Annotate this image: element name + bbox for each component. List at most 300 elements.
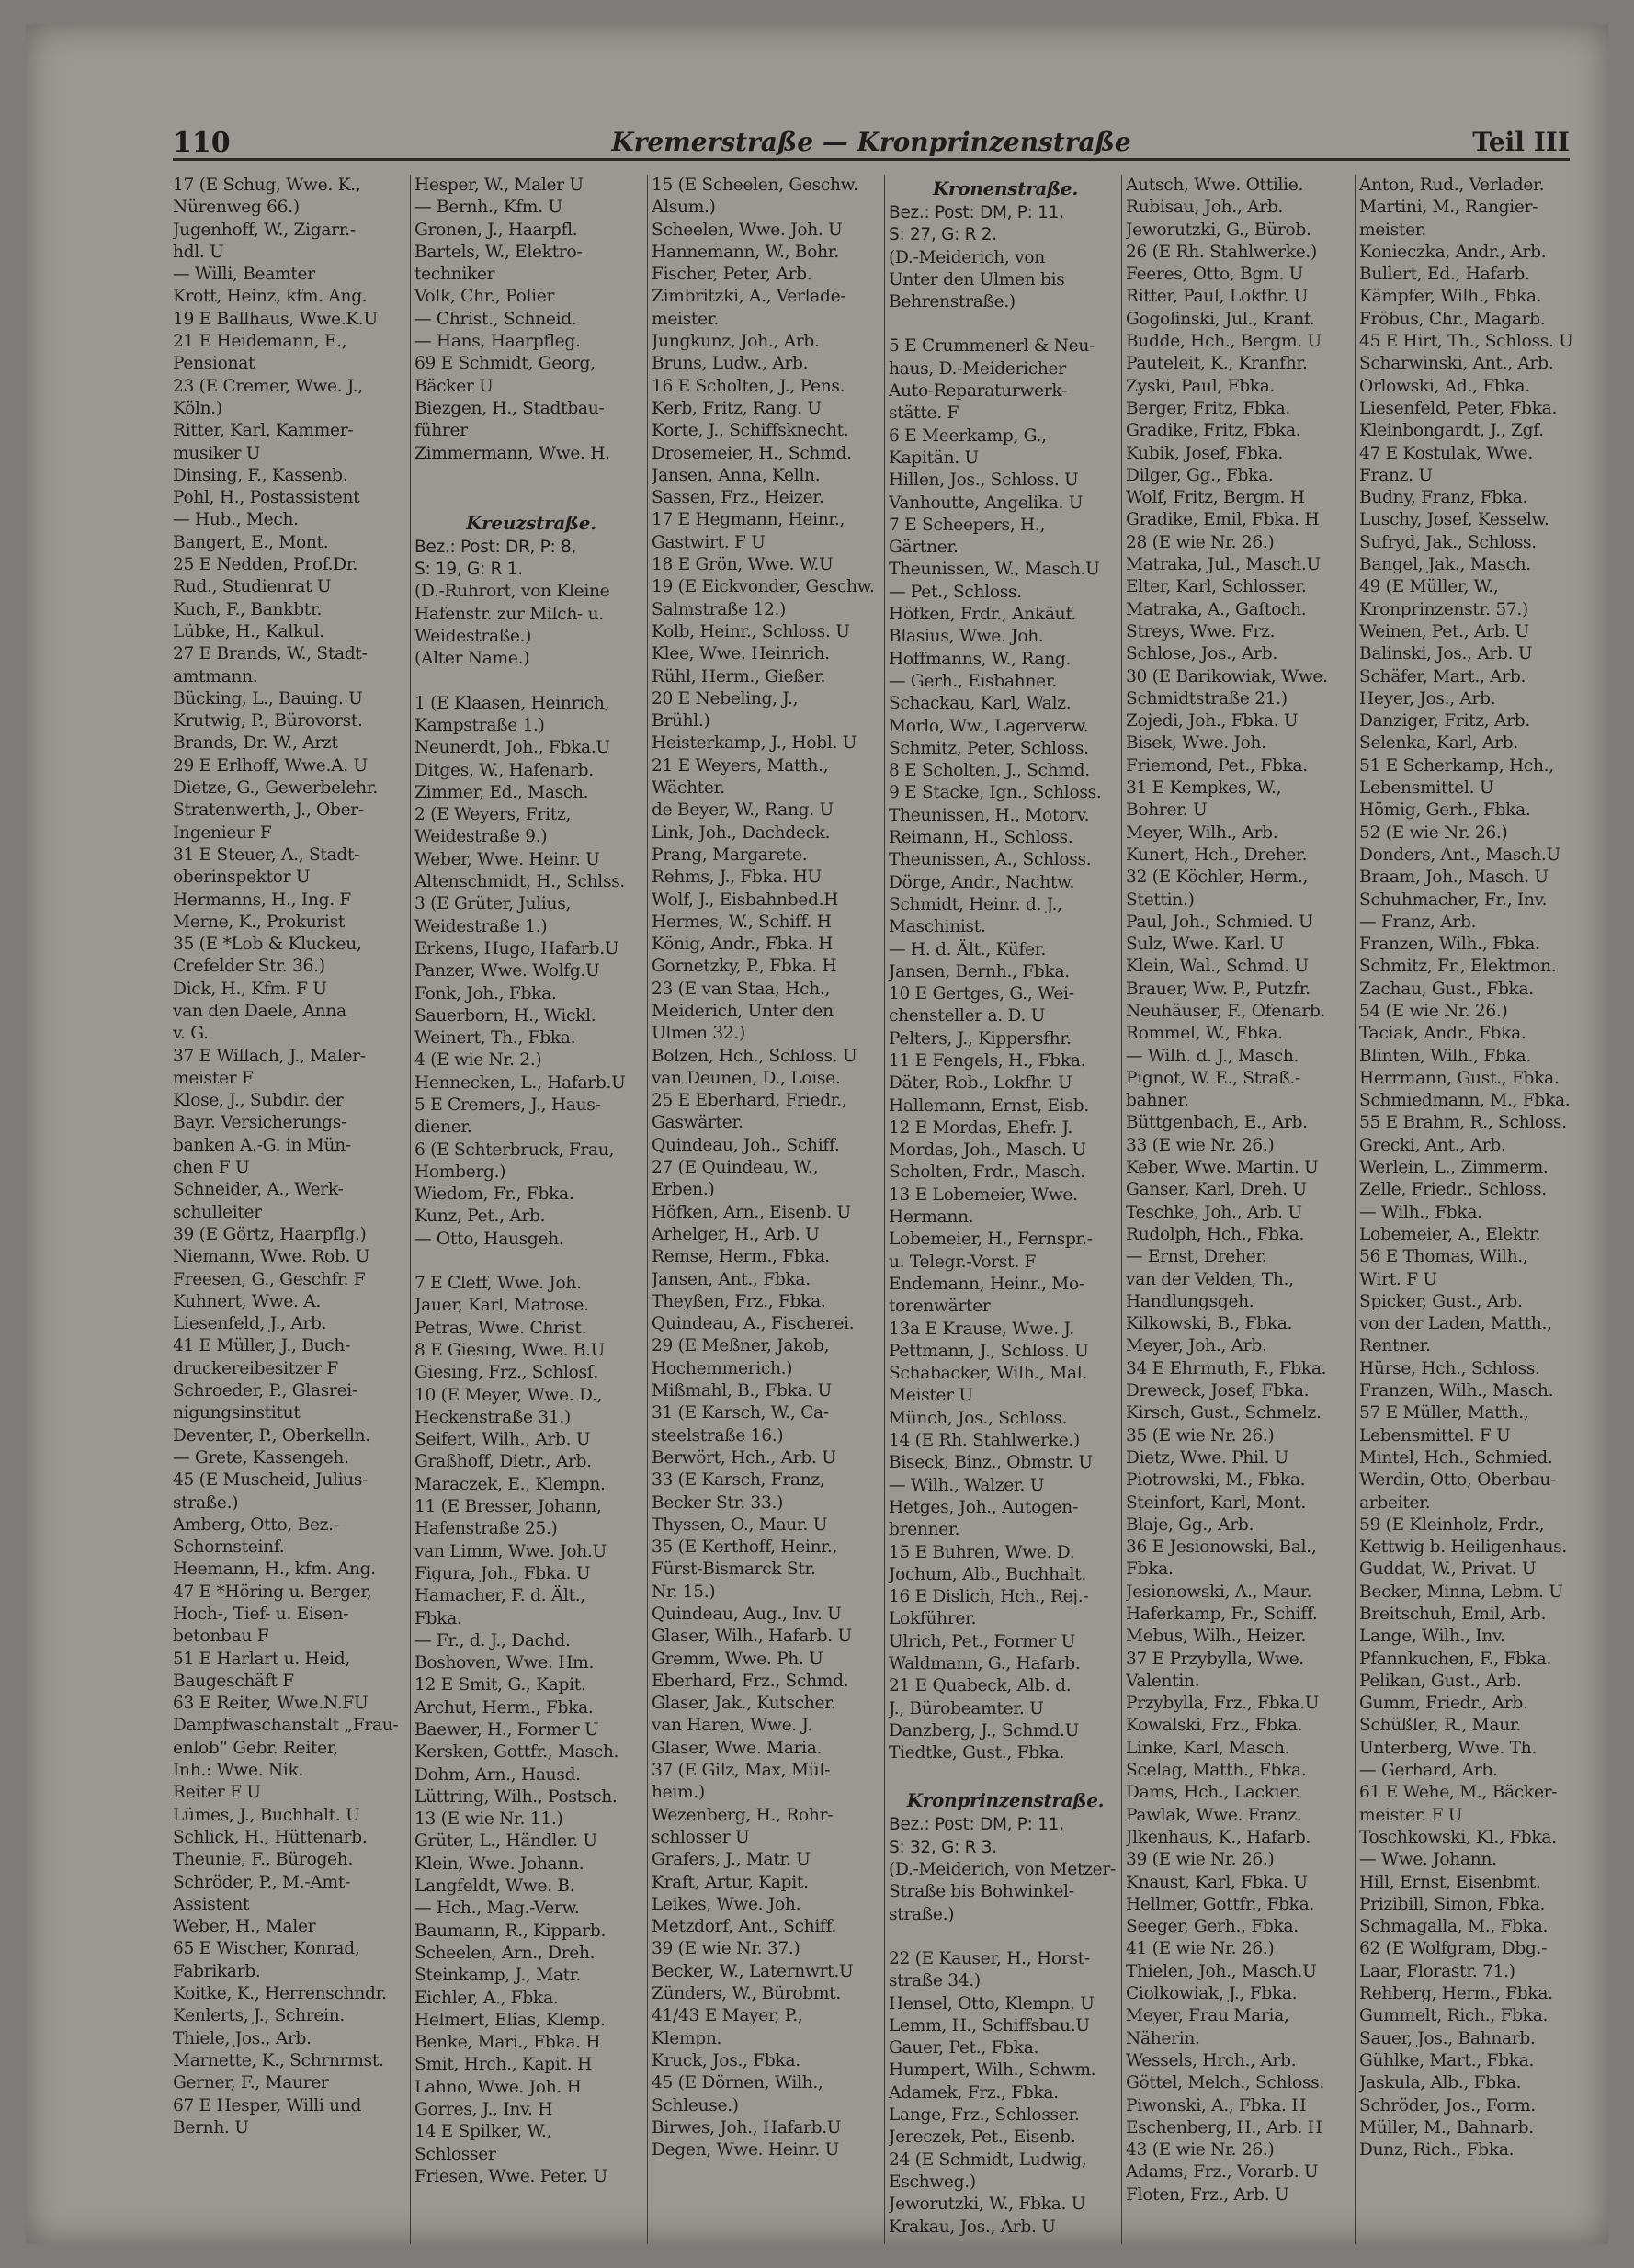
directory-line: 21 E Weyers, Matth., bbox=[652, 755, 829, 776]
directory-line: 13 (E wie Nr. 11.) bbox=[414, 1809, 563, 1830]
directory-line: Hoch-, Tief- u. Eisen- bbox=[173, 1605, 349, 1624]
column-4 bbox=[884, 175, 1122, 2244]
directory-line: Seifert, Wilh., Arb. U bbox=[414, 1430, 591, 1450]
directory-line: van den Daele, Anna bbox=[173, 1001, 346, 1021]
directory-line: Hömig, Gerh., Fbka. bbox=[1359, 800, 1531, 821]
directory-line: Herrmann, Gust., Fbka. bbox=[1359, 1068, 1560, 1088]
directory-line: Pignot, W. E., Straß.- bbox=[1126, 1068, 1301, 1088]
directory-line: Jansen, Ant., Fbka. bbox=[652, 1269, 811, 1289]
directory-line: Klose, J., Subdir. der bbox=[173, 1091, 344, 1111]
directory-line: Wezenberg, H., Rohr- bbox=[652, 1805, 834, 1825]
directory-line: Lange, Frz., Schlosser. bbox=[889, 2105, 1080, 2126]
directory-line: Zojedi, Joh., Fbka. U bbox=[1126, 711, 1299, 731]
directory-line: Teschke, Joh., Arb. U bbox=[1126, 1202, 1302, 1222]
directory-line: Franzen, Wilh., Fbka. bbox=[1359, 935, 1540, 955]
directory-line: führer bbox=[414, 421, 468, 441]
directory-line: Krutwig, P., Bürovorst. bbox=[173, 711, 363, 731]
directory-line: Glaser, Wwe. Maria. bbox=[652, 1738, 823, 1758]
directory-line: Näherin. bbox=[1126, 2028, 1200, 2048]
directory-line: 47 E Kostulak, Wwe. bbox=[1359, 443, 1533, 463]
directory-line: techniker bbox=[414, 265, 495, 285]
directory-line: Gorres, J., Inv. H bbox=[414, 2100, 553, 2120]
directory-line: Becker, Minna, Lebm. U bbox=[1359, 1582, 1563, 1602]
directory-line: amtmann. bbox=[173, 666, 258, 686]
directory-line: — Ernst, Dreher. bbox=[1126, 1247, 1267, 1267]
directory-line: Eichler, A., Fbka. bbox=[414, 1988, 559, 2008]
directory-line: Gogolinski, Jul., Kranf. bbox=[1126, 309, 1315, 329]
directory-line: Theyßen, Frz., Fbka. bbox=[652, 1291, 826, 1311]
directory-line: Drosemeier, H., Schmd. bbox=[652, 443, 852, 463]
directory-line: musiker U bbox=[173, 443, 261, 463]
directory-line: Wächter. bbox=[652, 778, 725, 799]
directory-line: Fonk, Joh., Fbka. bbox=[414, 983, 557, 1004]
directory-line: Heisterkamp, J., Hobl. U bbox=[652, 733, 857, 754]
directory-line: Scharwinski, Ant., Arb. bbox=[1359, 354, 1554, 374]
directory-line: Eberhard, Frz., Schmd. bbox=[652, 1671, 849, 1691]
directory-line: meister F bbox=[173, 1068, 254, 1088]
directory-line: Taciak, Andr., Fbka. bbox=[1359, 1024, 1526, 1044]
directory-line: Becker, W., Laternwrt.U bbox=[652, 1961, 854, 1981]
directory-line: Lebensmittel. U bbox=[1359, 778, 1494, 799]
directory-line: Petras, Wwe. Christ. bbox=[414, 1318, 587, 1338]
directory-line: Müller, M., Bahnarb. bbox=[1359, 2117, 1534, 2138]
directory-line: Bangert, E., Mont. bbox=[173, 532, 329, 552]
directory-line: Hürse, Hch., Schloss. bbox=[1359, 1358, 1540, 1378]
column-6 bbox=[1355, 175, 1576, 2244]
directory-line: van Deunen, D., Loise. bbox=[652, 1068, 841, 1088]
directory-line: 5 E Cremers, J., Haus- bbox=[414, 1094, 601, 1115]
directory-line: Thyssen, O., Maur. U bbox=[652, 1514, 828, 1535]
directory-line: Prizibill, Simon, Fbka. bbox=[1359, 1894, 1546, 1914]
directory-line: Ciolkowiak, J., Fbka. bbox=[1126, 1984, 1298, 2004]
directory-line: Friesen, Wwe. Peter. U bbox=[414, 2166, 607, 2186]
directory-line: Büttgenbach, E., Arb. bbox=[1126, 1113, 1308, 1133]
directory-line: Baugeschäft F bbox=[173, 1671, 294, 1691]
directory-line: Lüttring, Wilh., Postsch. bbox=[414, 1786, 618, 1807]
directory-line: Kämpfer, Wilh., Fbka. bbox=[1359, 287, 1542, 307]
directory-line: Schlosser bbox=[414, 2144, 496, 2164]
directory-line: — Wilh., Fbka. bbox=[1359, 1202, 1482, 1222]
directory-line: Bangel, Jak., Masch. bbox=[1359, 555, 1531, 575]
directory-line: Rühl, Herm., Gießer. bbox=[652, 666, 826, 686]
directory-line: Stettin.) bbox=[1126, 890, 1195, 910]
directory-line: Grecki, Ant., Arb. bbox=[1359, 1135, 1506, 1155]
directory-line: — Grete, Kassengeh. bbox=[173, 1447, 349, 1468]
directory-line: Brands, Dr. W., Arzt bbox=[173, 733, 338, 754]
directory-line: Streys, Wwe. Frz. bbox=[1126, 621, 1276, 641]
directory-line: Piotrowski, M., Fbka. bbox=[1126, 1470, 1306, 1491]
directory-line: Gummelt, Rich., Fbka. bbox=[1359, 2006, 1549, 2026]
directory-line: schulleiter bbox=[173, 1202, 262, 1222]
directory-line: Autsch, Wwe. Ottilie. bbox=[1126, 176, 1304, 195]
directory-line: Dietz, Wwe. Phil. U bbox=[1126, 1447, 1288, 1468]
directory-line: Pelters, J., Kippersfhr. bbox=[889, 1028, 1072, 1049]
directory-line: Wessels, Hrch., Arb. bbox=[1126, 2050, 1297, 2070]
spacer bbox=[414, 465, 648, 487]
directory-line: Leikes, Wwe. Joh. bbox=[652, 1894, 801, 1914]
directory-line: Hensel, Otto, Klempn. U bbox=[889, 1993, 1095, 2013]
directory-line: — Wilh., Walzer. U bbox=[889, 1475, 1045, 1495]
directory-line: 19 (E Eickvonder, Geschw. bbox=[652, 577, 875, 597]
directory-line: Morlo, Ww., Lagerverw. bbox=[889, 716, 1089, 736]
directory-line: Luschy, Josef, Kesselw. bbox=[1359, 510, 1549, 530]
directory-line: 6 E Meerkamp, G., bbox=[889, 425, 1047, 446]
directory-line: Przybylla, Frz., Fbka.U bbox=[1126, 1694, 1320, 1714]
directory-line: 6 (E Schterbruck, Frau, bbox=[414, 1140, 615, 1160]
directory-line: 31 (E Karsch, W., Ca- bbox=[652, 1403, 829, 1423]
directory-line: Balinski, Jos., Arb. U bbox=[1359, 644, 1533, 664]
directory-line: Friemond, Pet., Fbka. bbox=[1126, 755, 1308, 776]
directory-line: Gronen, J., Haarpfl. bbox=[414, 220, 578, 240]
directory-line: 59 (E Kleinholz, Frdr., bbox=[1359, 1514, 1545, 1535]
directory-line: Heemann, H., kfm. Ang. bbox=[173, 1559, 376, 1580]
directory-line: Dilger, Gg., Fbka. bbox=[1126, 465, 1274, 485]
street-heading: Kronprinzenstraße. bbox=[906, 1789, 1105, 1812]
directory-line: Waldmann, G., Hafarb. bbox=[889, 1654, 1081, 1673]
directory-line: Eschweg.) bbox=[889, 2172, 976, 2192]
directory-line: 31 E Steuer, A., Stadt- bbox=[173, 845, 360, 865]
directory-line: Mebus, Wilh., Heizer. bbox=[1126, 1627, 1307, 1647]
directory-line: Hesper, W., Maler U bbox=[414, 176, 584, 195]
directory-line: Crefelder Str. 36.) bbox=[173, 957, 325, 977]
directory-line: chensteller a. D. U bbox=[889, 1006, 1046, 1026]
directory-line: oberinspektor U bbox=[173, 868, 311, 888]
directory-line: Endemann, Heinr., Mo- bbox=[889, 1274, 1084, 1294]
directory-line: Gastwirt. F U bbox=[652, 532, 766, 552]
directory-line: Orlowski, Ad., Fbka. bbox=[1359, 376, 1530, 396]
directory-line: Giesing, Frz., Schlosſ. bbox=[414, 1363, 599, 1383]
directory-line: 37 (E Gilz, Max, Mül- bbox=[652, 1761, 831, 1781]
directory-line: Kubik, Josef, Fbka. bbox=[1126, 443, 1283, 463]
directory-line: 45 (E Muscheid, Julius- bbox=[173, 1470, 369, 1491]
directory-line: 2 (E Weyers, Fritz, bbox=[414, 805, 572, 825]
directory-line: Kunz, Pet., Arb. bbox=[414, 1207, 546, 1227]
directory-line: Martini, M., Rangier- bbox=[1359, 198, 1538, 218]
directory-line: 51 E Scherkamp, Hch., bbox=[1359, 755, 1554, 776]
section-part: Teil III bbox=[1472, 127, 1570, 157]
directory-line: 31 E Kempkes, W., bbox=[1126, 778, 1282, 799]
directory-line: Lahno, Wwe. Joh. H bbox=[414, 2077, 582, 2097]
directory-line: Kruck, Jos., Fbka. bbox=[652, 2050, 800, 2070]
directory-line: Zachau, Gust., Fbka. bbox=[1359, 979, 1534, 999]
street-heading: Kronenstraße. bbox=[932, 177, 1079, 199]
directory-line: Rehberg, Herm., Fbka. bbox=[1359, 1984, 1553, 2004]
directory-line: Dunz, Rich., Fbka. bbox=[1359, 2140, 1515, 2160]
directory-line: 22 (E Kauser, H., Horst- bbox=[889, 1948, 1090, 1968]
directory-line: Scelag, Matth., Fbka. bbox=[1126, 1761, 1307, 1781]
directory-line: Zünders, W., Bürobmt. bbox=[652, 1984, 841, 2004]
directory-line: 18 E Grön, Wwe. W.U bbox=[652, 555, 834, 575]
directory-line: Kapitän. U bbox=[889, 448, 979, 468]
directory-line: Wirt. F U bbox=[1359, 1269, 1437, 1289]
directory-line: Bäcker U bbox=[414, 376, 494, 396]
directory-line: Mintel, Hch., Schmied. bbox=[1359, 1447, 1553, 1468]
directory-line: 37 E Willach, J., Maler- bbox=[173, 1046, 366, 1066]
directory-line: Theunie, F., Bürogeh. bbox=[173, 1850, 354, 1870]
directory-line: 30 (E Barikowiak, Wwe. bbox=[1126, 666, 1328, 686]
directory-line: Meiderich, Unter den bbox=[652, 1001, 834, 1021]
directory-line: Gerner, F., Maurer bbox=[173, 2073, 329, 2093]
directory-line: Jaskula, Alb., Fbka. bbox=[1359, 2073, 1522, 2093]
directory-line: Sauerborn, H., Wickl. bbox=[414, 1005, 596, 1026]
directory-line: — Gerh., Eisbahner. bbox=[889, 671, 1058, 691]
directory-line: 19 E Ballhaus, Wwe.K.U bbox=[173, 309, 378, 329]
directory-line: Laar, Florastr. 71.) bbox=[1359, 1961, 1515, 1981]
directory-line: Keber, Wwe. Martin. U bbox=[1126, 1158, 1319, 1178]
directory-line: Schröder, P., M.-Amt- bbox=[173, 1872, 351, 1892]
directory-line: 56 E Thomas, Wilh., bbox=[1359, 1247, 1528, 1267]
directory-line: 15 (E Scheelen, Geschw. bbox=[652, 176, 858, 195]
directory-line: Kuhnert, Wwe. A. bbox=[173, 1291, 321, 1311]
directory-line: Schmiedmann, M., Fbka. bbox=[1359, 1091, 1571, 1111]
directory-line: Gärtner. bbox=[889, 538, 959, 558]
directory-line: Fbka. bbox=[1126, 1559, 1174, 1580]
directory-line: bahner. bbox=[1126, 1091, 1189, 1111]
directory-line: 16 E Scholten, J., Pens. bbox=[652, 376, 845, 396]
directory-line: 45 E Hirt, Th., Schloss. U bbox=[1359, 332, 1573, 352]
directory-line: Bernh. U bbox=[173, 2117, 249, 2138]
directory-line: Rudolph, Hch., Fbka. bbox=[1126, 1224, 1305, 1244]
directory-line: Zimmermann, Wwe. H. bbox=[414, 443, 610, 463]
directory-line: brenner. bbox=[889, 1520, 960, 1540]
directory-line: Reimann, H., Schloss. bbox=[889, 828, 1073, 848]
directory-line: Schmidtstraße 21.) bbox=[1126, 688, 1288, 709]
column-1 bbox=[173, 175, 406, 2244]
page-title: Kremerstraße — Kronprinzenstraße bbox=[611, 127, 1131, 157]
directory-line: — Franz, Arb. bbox=[1359, 912, 1477, 932]
directory-line: 26 (E Rh. Stahlwerke.) bbox=[1126, 242, 1317, 262]
directory-line: — Fr., d. J., Dachd. bbox=[414, 1630, 571, 1650]
directory-line: 27 (E Quindeau, W., bbox=[652, 1158, 819, 1178]
directory-line: 41 E Müller, J., Buch- bbox=[173, 1336, 351, 1356]
directory-line: Schmidt, Heinr. d. J., bbox=[889, 894, 1062, 914]
directory-line: Däter, Rob., Lokfhr. U bbox=[889, 1073, 1072, 1094]
directory-line: Werdin, Otto, Oberbau- bbox=[1359, 1470, 1557, 1491]
directory-line: Korte, J., Schiffsknecht. bbox=[652, 421, 849, 441]
directory-line: Wiedom, Fr., Fbka. bbox=[414, 1185, 574, 1205]
directory-line: Jochum, Alb., Buchhalt. bbox=[889, 1564, 1086, 1584]
directory-line: 43 (E wie Nr. 26.) bbox=[1126, 2140, 1275, 2160]
directory-line: Ganser, Karl, Dreh. U bbox=[1126, 1180, 1307, 1200]
directory-line: Rubisau, Joh., Arb. bbox=[1126, 198, 1284, 218]
directory-line: Heckenstraße 31.) bbox=[414, 1407, 571, 1427]
directory-line: Bez.: Post: DM, P: 11, bbox=[889, 1815, 1064, 1835]
directory-line: Schornsteinf. bbox=[173, 1537, 285, 1558]
directory-line: Degen, Wwe. Heinr. U bbox=[652, 2140, 839, 2160]
directory-line: Lebensmittel. F U bbox=[1359, 1425, 1511, 1446]
directory-line: S: 32, G: R 3. bbox=[889, 1837, 997, 1857]
directory-line: Benke, Mari., Fbka. H bbox=[414, 2033, 601, 2053]
directory-line: Blaje, Gg., Arb. bbox=[1126, 1514, 1254, 1535]
directory-line: van Limm, Wwe. Joh.U bbox=[414, 1541, 607, 1561]
directory-line: — Pet., Schloss. bbox=[889, 582, 1022, 602]
directory-line: Altenschmidt, H., Schlss. bbox=[414, 872, 626, 892]
directory-line: Budde, Hch., Bergm. U bbox=[1126, 332, 1322, 352]
directory-line: Spicker, Gust., Arb. bbox=[1359, 1291, 1523, 1311]
directory-line: Handlungsgeh. bbox=[1126, 1291, 1254, 1311]
directory-line: Becker Str. 33.) bbox=[652, 1492, 784, 1513]
directory-line: Jlkenhaus, K., Hafarb. bbox=[1126, 1827, 1311, 1847]
spacer bbox=[889, 1926, 1122, 1948]
directory-line: Unter den Ulmen bis bbox=[889, 269, 1065, 289]
directory-line: Berwört, Hch., Arb. U bbox=[652, 1447, 836, 1468]
directory-line: Danzberg, J., Schmd.U bbox=[889, 1720, 1079, 1741]
spacer bbox=[414, 671, 648, 693]
directory-line: 35 (E wie Nr. 26.) bbox=[1126, 1425, 1275, 1446]
directory-line: Weidestraße.) bbox=[414, 627, 532, 647]
directory-line: Boshoven, Wwe. Hm. bbox=[414, 1653, 595, 1673]
directory-line: Meister U bbox=[889, 1386, 973, 1406]
directory-line: 25 E Eberhard, Friedr., bbox=[652, 1091, 847, 1111]
directory-line: Homberg.) bbox=[414, 1162, 506, 1182]
directory-line: Klee, Wwe. Heinrich. bbox=[652, 644, 830, 664]
directory-line: van Haren, Wwe. J. bbox=[652, 1716, 812, 1736]
directory-line: — Willi, Beamter bbox=[173, 265, 315, 285]
directory-line: — Hch., Mag.-Verw. bbox=[414, 1899, 580, 1919]
directory-line: Zelle, Friedr., Schloss. bbox=[1359, 1180, 1547, 1200]
directory-line: Panzer, Wwe. Wolfg.U bbox=[414, 961, 600, 981]
column-3 bbox=[647, 175, 885, 2244]
directory-line: Merne, K., Prokurist bbox=[173, 912, 346, 932]
directory-line: Seeger, Gerh., Fbka. bbox=[1126, 1917, 1299, 1937]
directory-line: Assistent bbox=[173, 1894, 250, 1914]
directory-line: Langfeldt, Wwe. B. bbox=[414, 1877, 575, 1897]
directory-line: (D.-Meiderich, von bbox=[889, 247, 1045, 267]
directory-line: 45 (E Dörnen, Wilh., bbox=[652, 2073, 823, 2093]
directory-line: Dampfwaschanstalt „Frau- bbox=[173, 1716, 399, 1736]
directory-line: 4 (E wie Nr. 2.) bbox=[414, 1050, 542, 1071]
directory-line: Link, Joh., Dachdeck. bbox=[652, 822, 831, 843]
directory-line: 57 E Müller, Matth., bbox=[1359, 1403, 1529, 1423]
directory-line: Alsum.) bbox=[652, 198, 716, 218]
directory-line: Archut, Herm., Fbka. bbox=[414, 1697, 594, 1718]
directory-line: Haferkamp, Fr., Schiff. bbox=[1126, 1605, 1318, 1624]
directory-line: 39 (E wie Nr. 37.) bbox=[652, 1939, 800, 1959]
directory-line: Nürenweg 66.) bbox=[173, 198, 300, 218]
directory-line: Liesenfeld, Peter, Fbka. bbox=[1359, 398, 1558, 418]
directory-line: 12 E Smit, G., Kapit. bbox=[414, 1675, 586, 1695]
column-5 bbox=[1121, 175, 1356, 2244]
directory-line: Jesionowski, A., Maur. bbox=[1126, 1582, 1312, 1602]
directory-line: Wolf, Fritz, Bergm. H bbox=[1126, 488, 1305, 508]
directory-line: Schleuse.) bbox=[652, 2095, 739, 2115]
directory-line: Zyski, Paul, Fbka. bbox=[1126, 376, 1276, 396]
directory-line: straße.) bbox=[173, 1492, 239, 1513]
directory-line: Bisek, Wwe. Joh. bbox=[1126, 733, 1266, 754]
directory-line: 63 E Reiter, Wwe.N.FU bbox=[173, 1694, 369, 1714]
directory-line: Klein, Wal., Schmd. U bbox=[1126, 957, 1309, 977]
directory-line: Kuch, F., Bankbtr. bbox=[173, 599, 323, 619]
directory-line: Behrenstraße.) bbox=[889, 292, 1016, 312]
directory-line: Arhelger, H., Arb. U bbox=[652, 1224, 820, 1244]
directory-line: Marnette, K., Schrnrmst. bbox=[173, 2050, 384, 2070]
directory-line: Zimmer, Ed., Masch. bbox=[414, 782, 589, 802]
directory-line: Pelikan, Gust., Arb. bbox=[1359, 1671, 1522, 1691]
directory-line: Sauer, Jos., Bahnarb. bbox=[1359, 2028, 1536, 2048]
directory-line: Selenka, Karl, Arb. bbox=[1359, 733, 1518, 754]
directory-line: Schüßler, R., Maur. bbox=[1359, 1716, 1522, 1736]
directory-line: von der Laden, Matth., bbox=[1359, 1314, 1552, 1334]
directory-line: 20 E Nebeling, J., bbox=[652, 688, 799, 709]
directory-line: Lokführer. bbox=[889, 1609, 977, 1629]
directory-line: Jeworutzki, W., Fbka. U bbox=[889, 2194, 1086, 2215]
directory-line: Fbka. bbox=[414, 1608, 462, 1628]
directory-line: Pauteleit, K., Kranfhr. bbox=[1126, 354, 1308, 374]
directory-line: van der Velden, Th., bbox=[1126, 1269, 1294, 1289]
directory-line: Schmitz, Fr., Elektmon. bbox=[1359, 957, 1557, 977]
directory-line: Kolb, Heinr., Schloss. U bbox=[652, 621, 850, 641]
directory-line: Toschkowski, Kl., Fbka. bbox=[1359, 1827, 1557, 1847]
directory-line: Figura, Joh., Fbka. U bbox=[414, 1563, 591, 1583]
directory-line: Inh.: Wwe. Nik. bbox=[173, 1761, 304, 1781]
directory-line: Grüter, L., Händler. U bbox=[414, 1831, 597, 1852]
directory-line: Theunissen, W., Masch.U bbox=[889, 560, 1100, 580]
directory-line: Blasius, Wwe. Joh. bbox=[889, 627, 1044, 647]
directory-line: schlosser U bbox=[652, 1827, 750, 1847]
directory-line: Auto-Reparaturwerk- bbox=[889, 381, 1067, 402]
directory-line: Fischer, Peter, Arb. bbox=[652, 265, 812, 285]
directory-line: Lümes, J., Buchhalt. U bbox=[173, 1805, 360, 1825]
directory-line: 36 E Jesionowski, Bal., bbox=[1126, 1537, 1317, 1558]
directory-line: 23 (E van Staa, Hch., bbox=[652, 979, 831, 999]
directory-line: 35 (E *Lob & Kluckeu, bbox=[173, 935, 362, 955]
directory-line: Schackau, Karl, Walz. bbox=[889, 694, 1072, 714]
directory-line: Scholten, Frdr., Masch. bbox=[889, 1162, 1085, 1183]
directory-line: Piwonski, A., Fbka. H bbox=[1126, 2095, 1307, 2115]
directory-line: Krakau, Jos., Arb. U bbox=[889, 2217, 1056, 2237]
directory-line: Jansen, Anna, Kelln. bbox=[652, 465, 821, 485]
directory-line: Meyer, Frau Maria, bbox=[1126, 2006, 1289, 2026]
directory-line: Thiele, Jos., Arb. bbox=[173, 2028, 312, 2048]
directory-line: Kampstraße 1.) bbox=[414, 715, 545, 735]
directory-line: Franz. U bbox=[1359, 465, 1433, 485]
directory-line: Biezgen, H., Stadtbau- bbox=[414, 398, 605, 418]
directory-line: Heyer, Jos., Arb. bbox=[1359, 688, 1496, 709]
directory-line: Volk, Chr., Polier bbox=[414, 287, 555, 307]
directory-line: Scheelen, Arn., Dreh. bbox=[414, 1943, 596, 1963]
directory-line: Jugenhoff, W., Zigarr.- bbox=[173, 220, 356, 240]
directory-line: Kowalski, Frz., Fbka. bbox=[1126, 1716, 1303, 1736]
directory-line: Baewer, H., Former U bbox=[414, 1720, 599, 1740]
directory-line: Quindeau, Joh., Schiff. bbox=[652, 1135, 840, 1155]
directory-line: haus, D.-Meidericher bbox=[889, 358, 1066, 379]
directory-line: Hellmer, Gottfr., Fbka. bbox=[1126, 1894, 1315, 1914]
directory-line: 32 (E Köchler, Herm., bbox=[1126, 868, 1309, 888]
directory-line: Neunerdt, Joh., Fbka.U bbox=[414, 738, 610, 758]
directory-page bbox=[26, 24, 1608, 2244]
directory-line: 10 E Gertges, G., Wei- bbox=[889, 984, 1074, 1004]
directory-line: Biseck, Binz., Obmstr. U bbox=[889, 1453, 1093, 1473]
directory-line: König, Andr., Fbka. H bbox=[652, 935, 834, 955]
directory-line: Bez.: Post: DM, P: 11, bbox=[889, 203, 1064, 222]
directory-line: Klein, Wwe. Johann. bbox=[414, 1854, 584, 1874]
directory-line: Graßhoff, Dietr., Arb. bbox=[414, 1452, 592, 1472]
directory-line: 47 E *Höring u. Berger, bbox=[173, 1582, 372, 1602]
directory-line: arbeiter. bbox=[1359, 1492, 1431, 1513]
directory-line: Prang, Margarete. bbox=[652, 845, 808, 865]
directory-line: Bartels, W., Elektro- bbox=[414, 242, 583, 262]
directory-line: Schuhmacher, Fr., Inv. bbox=[1359, 890, 1548, 910]
directory-line: Deventer, P., Oberkelln. bbox=[173, 1425, 370, 1446]
directory-line: Schmitz, Peter, Schloss. bbox=[889, 738, 1089, 758]
directory-line: Reiter F U bbox=[173, 1783, 261, 1803]
directory-line: 7 E Cleff, Wwe. Joh. bbox=[414, 1274, 582, 1294]
directory-line: Ritter, Paul, Lokfhr. U bbox=[1126, 287, 1309, 307]
directory-line: Bolzen, Hch., Schloss. U bbox=[652, 1046, 857, 1066]
directory-line: Pfannkuchen, F., Fbka. bbox=[1359, 1649, 1552, 1669]
directory-line: Metzdorf, Ant., Schiff. bbox=[652, 1917, 837, 1937]
directory-line: Bayr. Versicherungs- bbox=[173, 1113, 346, 1133]
